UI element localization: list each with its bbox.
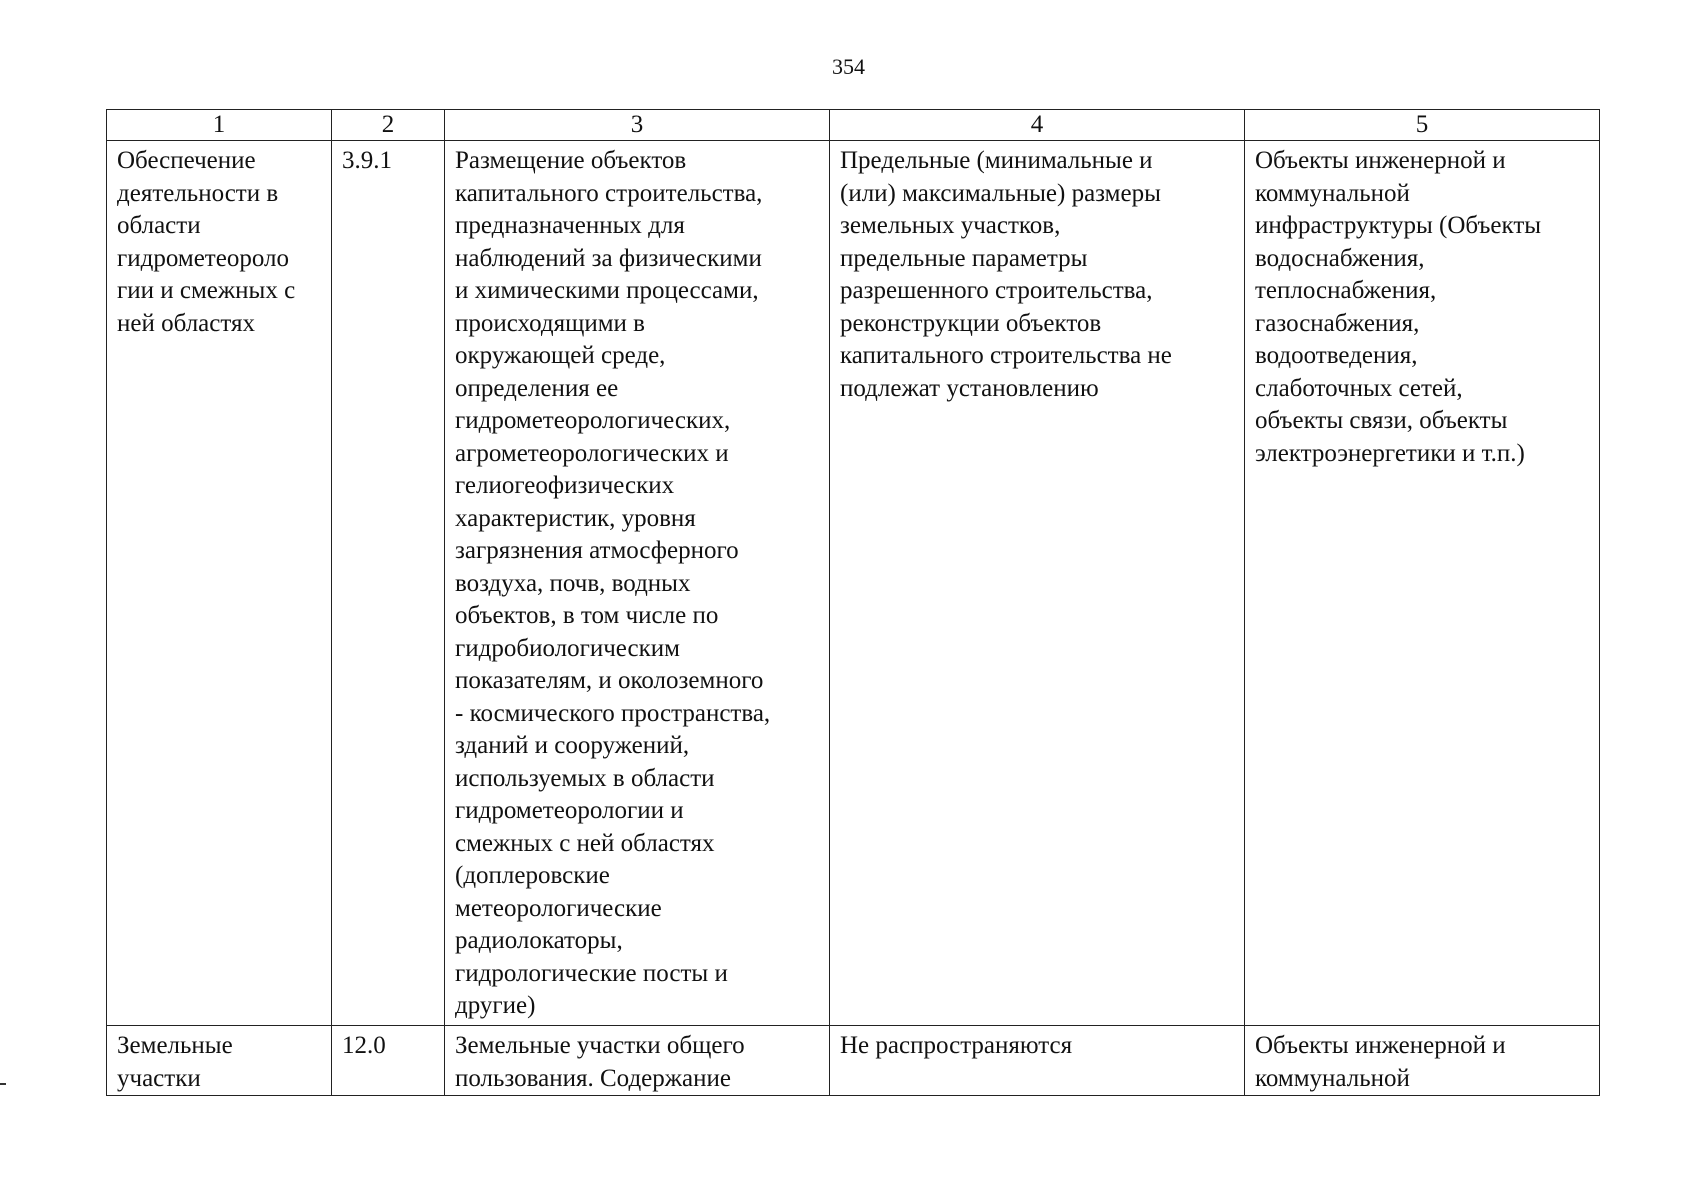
column-header-1: 1 [107, 110, 332, 141]
column-header-5: 5 [1245, 110, 1600, 141]
cell-auxiliary-objects [1245, 1026, 1600, 1096]
zoning-table [106, 109, 1600, 1096]
column-header-4: 4 [830, 110, 1245, 141]
use-type-code: 12.0 [342, 1032, 386, 1059]
cell-limit-parameters [830, 1026, 1245, 1096]
limit-parameters: Предельные (минимальные и (или) максимальные) размеры земельных участков, предельные параметры разрешенного строительства, реконструкции объектов капитального строительства не подлежат установлению [840, 147, 1172, 402]
table-row [107, 1026, 1600, 1096]
limit-parameters: Не распространяются [840, 1032, 1073, 1059]
cell-use-description [445, 1026, 830, 1096]
cell-use-description [445, 141, 830, 1026]
table-header-row [107, 110, 1600, 141]
use-description: Земельные участки общего пользования. Содержание [455, 1032, 745, 1092]
column-header-2: 2 [332, 110, 445, 141]
auxiliary-objects: Объекты инженерной и коммунальной инфраструктуры (Объекты водоснабжения, теплоснабжения, газоснабжения, водоотведения, слаботочных сетей, объекты связи, объекты электроэнергетики и т.п.) [1255, 147, 1542, 467]
cell-use-type-name [107, 141, 332, 1026]
page-number: 354 [832, 54, 865, 79]
cell-use-type-name [107, 1026, 332, 1096]
use-description: Размещение объектов капитального строительства, предназначенных для наблюдений за физическими и химическими процессами, происходящими в окружающей среде, определения ее гидрометеорологических, агрометеорологических и гелиогеофизических характеристик, уровня загрязнения атмосферного воздуха, почв, водных объектов, в том числе по гидробиологическим показателям, и околоземного - космического пространства, зданий и сооружений, используемых в области гидрометеорологии и смежных с ней областях (доплеровские метеорологические радиолокаторы, гидрологические посты и другие) [455, 147, 771, 1019]
cell-limit-parameters [830, 141, 1245, 1026]
cell-use-type-code [332, 141, 445, 1026]
use-type-name: Обеспечение деятельности в области гидрометеороло гии и смежных с ней областях [117, 147, 296, 337]
column-header-3: 3 [445, 110, 830, 141]
cell-use-type-code [332, 1026, 445, 1096]
use-type-name: Земельные участки [117, 1032, 233, 1092]
use-type-code: 3.9.1 [342, 147, 392, 174]
cell-auxiliary-objects [1245, 141, 1600, 1026]
table-row [107, 141, 1600, 1026]
auxiliary-objects: Объекты инженерной и коммунальной [1255, 1032, 1506, 1092]
scan-edge-mark [0, 1083, 6, 1085]
